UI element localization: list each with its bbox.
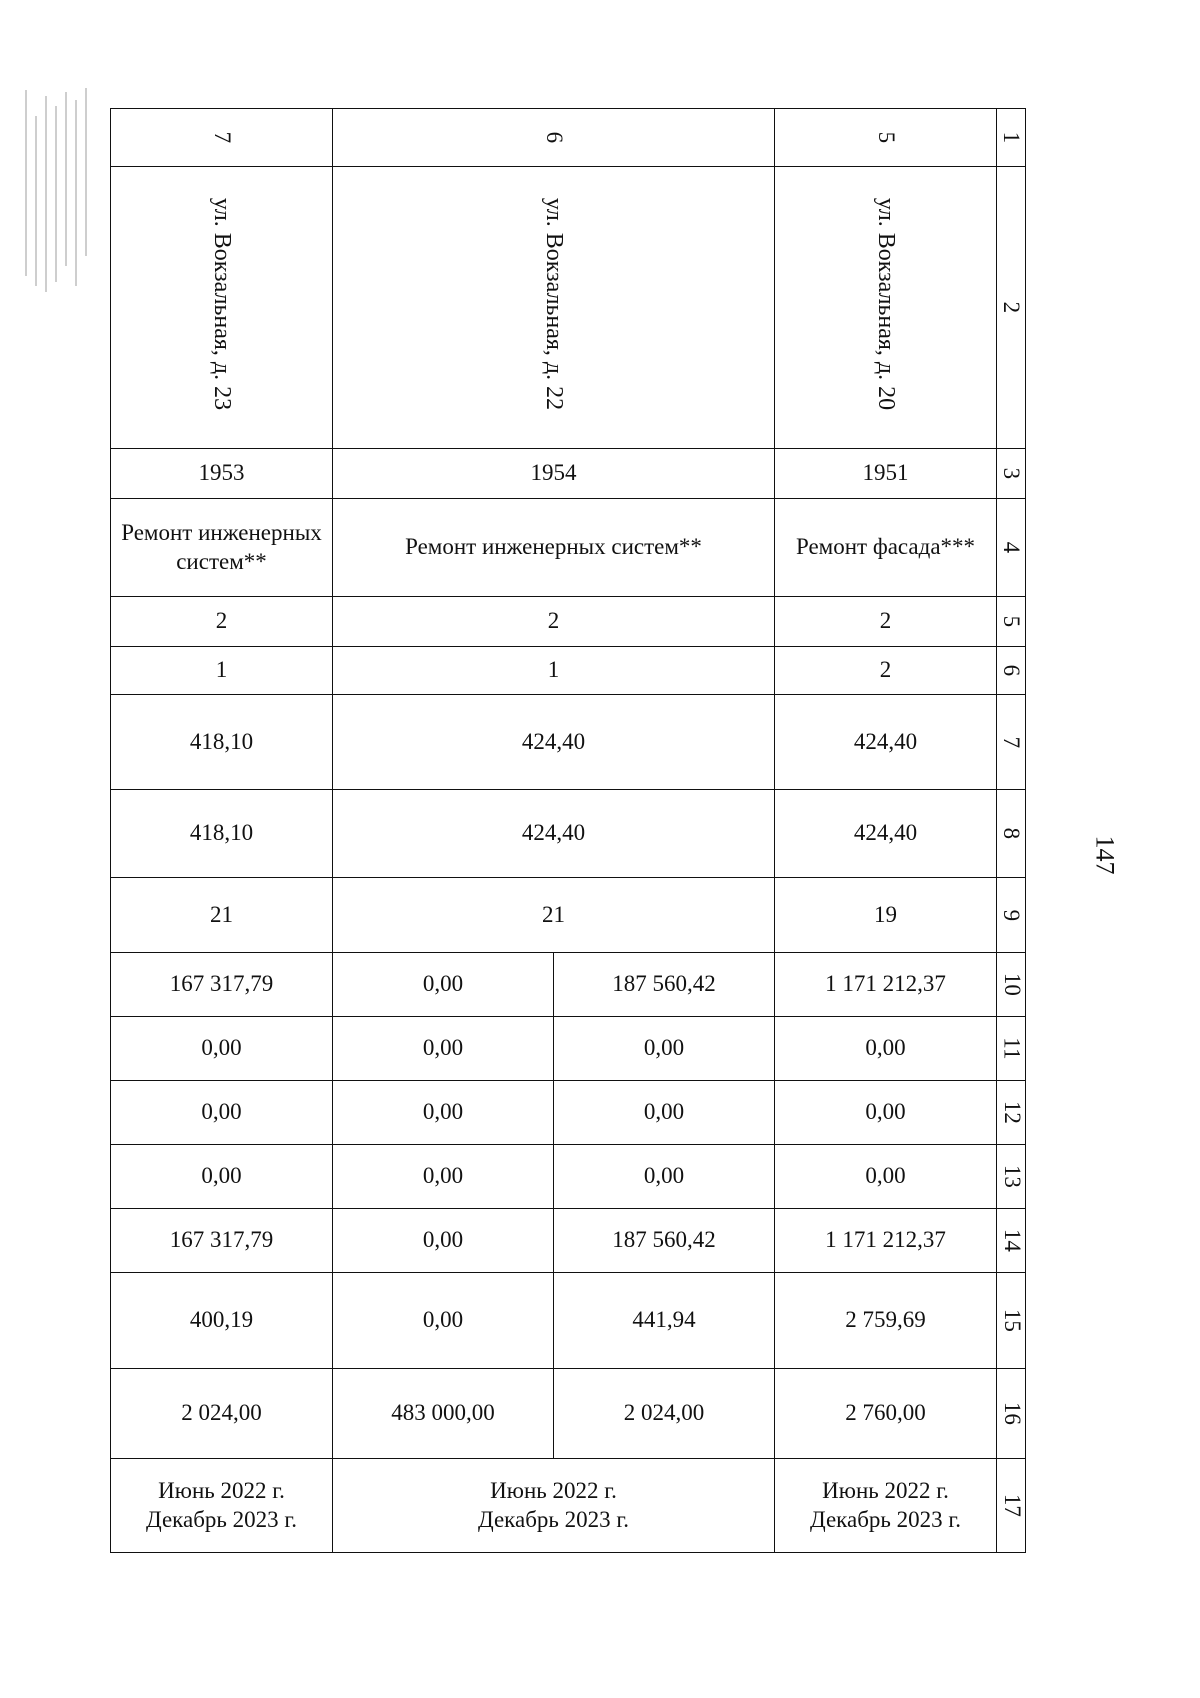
- cell: Ремонт инженерных систем**: [111, 499, 333, 597]
- table-row: [111, 647, 1026, 695]
- cell: 21: [111, 878, 333, 953]
- cell: 0,00: [111, 1017, 333, 1081]
- period-start: Июнь 2022 г.: [822, 1477, 949, 1503]
- cell: 424,40: [333, 695, 775, 790]
- column-number: 17: [997, 1459, 1026, 1553]
- address: ул. Вокзальная, д. 20: [872, 197, 899, 411]
- cell: 2: [333, 597, 775, 647]
- column-number: 14: [997, 1209, 1026, 1273]
- address: ул. Вокзальная, д. 23: [208, 197, 235, 411]
- cell: 7: [111, 109, 333, 167]
- cell: 2: [111, 597, 333, 647]
- period-start: Июнь 2022 г.: [490, 1477, 617, 1503]
- table-row: [111, 449, 1026, 499]
- cell: 167 317,79: [111, 1209, 333, 1273]
- table-row: [111, 878, 1026, 953]
- cell: 0,00: [111, 1145, 333, 1209]
- column-number: 1: [997, 109, 1026, 167]
- capital-repair-table: [110, 108, 1026, 1553]
- cell: 0,00: [333, 953, 554, 1017]
- cell: 0,00: [554, 1081, 775, 1145]
- table-row: [111, 1081, 1026, 1145]
- column-number: 2: [997, 167, 1026, 449]
- cell: 2 024,00: [111, 1369, 333, 1459]
- cell: 1954: [333, 449, 775, 499]
- cell: 0,00: [775, 1145, 997, 1209]
- cell: Ремонт инженерных систем**: [333, 499, 775, 597]
- period-end: Декабрь 2023 г.: [146, 1506, 297, 1532]
- period-start: Июнь 2022 г.: [158, 1477, 285, 1503]
- cell: 1 171 212,37: [775, 1209, 997, 1273]
- cell: Ремонт фасада***: [775, 499, 997, 597]
- cell: 0,00: [111, 1081, 333, 1145]
- cell: 424,40: [333, 790, 775, 878]
- column-number: 11: [997, 1017, 1026, 1081]
- table-row: [111, 1273, 1026, 1369]
- table-row: [111, 1369, 1026, 1459]
- cell: 0,00: [554, 1145, 775, 1209]
- table-row: [111, 1209, 1026, 1273]
- table-row: [111, 167, 1026, 449]
- table-row: [111, 597, 1026, 647]
- column-number: 12: [997, 1081, 1026, 1145]
- cell: 441,94: [554, 1273, 775, 1369]
- table-row: [111, 790, 1026, 878]
- cell: [111, 167, 333, 449]
- cell: 0,00: [333, 1081, 554, 1145]
- cell: 1 171 212,37: [775, 953, 997, 1017]
- cell: [775, 1459, 997, 1553]
- cell: 0,00: [333, 1145, 554, 1209]
- cell: 424,40: [775, 790, 997, 878]
- column-number: 4: [997, 499, 1026, 597]
- column-number: 16: [997, 1369, 1026, 1459]
- stamp-mark: [22, 86, 94, 296]
- column-number: 8: [997, 790, 1026, 878]
- address: ул. Вокзальная, д. 22: [540, 197, 567, 411]
- column-number: 3: [997, 449, 1026, 499]
- period-end: Декабрь 2023 г.: [478, 1506, 629, 1532]
- cell: 19: [775, 878, 997, 953]
- table-row: [111, 1017, 1026, 1081]
- cell: 0,00: [333, 1273, 554, 1369]
- cell: 400,19: [111, 1273, 333, 1369]
- column-number: 7: [997, 695, 1026, 790]
- cell: 2: [775, 597, 997, 647]
- table-row: [111, 953, 1026, 1017]
- cell: 1: [333, 647, 775, 695]
- cell: 0,00: [333, 1209, 554, 1273]
- table-row: [111, 1145, 1026, 1209]
- cell: 5: [775, 109, 997, 167]
- cell: 187 560,42: [554, 1209, 775, 1273]
- column-number: 15: [997, 1273, 1026, 1369]
- cell: 2 024,00: [554, 1369, 775, 1459]
- cell: 2: [775, 647, 997, 695]
- cell: 6: [333, 109, 775, 167]
- table-row: [111, 499, 1026, 597]
- cell: 1953: [111, 449, 333, 499]
- cell: 2 759,69: [775, 1273, 997, 1369]
- table-row: [111, 1459, 1026, 1553]
- cell: 0,00: [554, 1017, 775, 1081]
- cell: 21: [333, 878, 775, 953]
- cell: [333, 1459, 775, 1553]
- cell: 0,00: [775, 1081, 997, 1145]
- cell: 0,00: [333, 1017, 554, 1081]
- cell: 483 000,00: [333, 1369, 554, 1459]
- cell: [775, 167, 997, 449]
- page-number: 147: [1090, 835, 1120, 875]
- cell: [111, 1459, 333, 1553]
- cell: 1: [111, 647, 333, 695]
- column-number: 9: [997, 878, 1026, 953]
- cell: 167 317,79: [111, 953, 333, 1017]
- cell: 418,10: [111, 790, 333, 878]
- cell: 418,10: [111, 695, 333, 790]
- column-number: 6: [997, 647, 1026, 695]
- table-row: [111, 109, 1026, 167]
- cell: [333, 167, 775, 449]
- column-number: 5: [997, 597, 1026, 647]
- table-row: [111, 695, 1026, 790]
- column-number: 13: [997, 1145, 1026, 1209]
- cell: 1951: [775, 449, 997, 499]
- cell: 0,00: [775, 1017, 997, 1081]
- cell: 2 760,00: [775, 1369, 997, 1459]
- cell: 187 560,42: [554, 953, 775, 1017]
- cell: 424,40: [775, 695, 997, 790]
- period-end: Декабрь 2023 г.: [810, 1506, 961, 1532]
- column-number: 10: [997, 953, 1026, 1017]
